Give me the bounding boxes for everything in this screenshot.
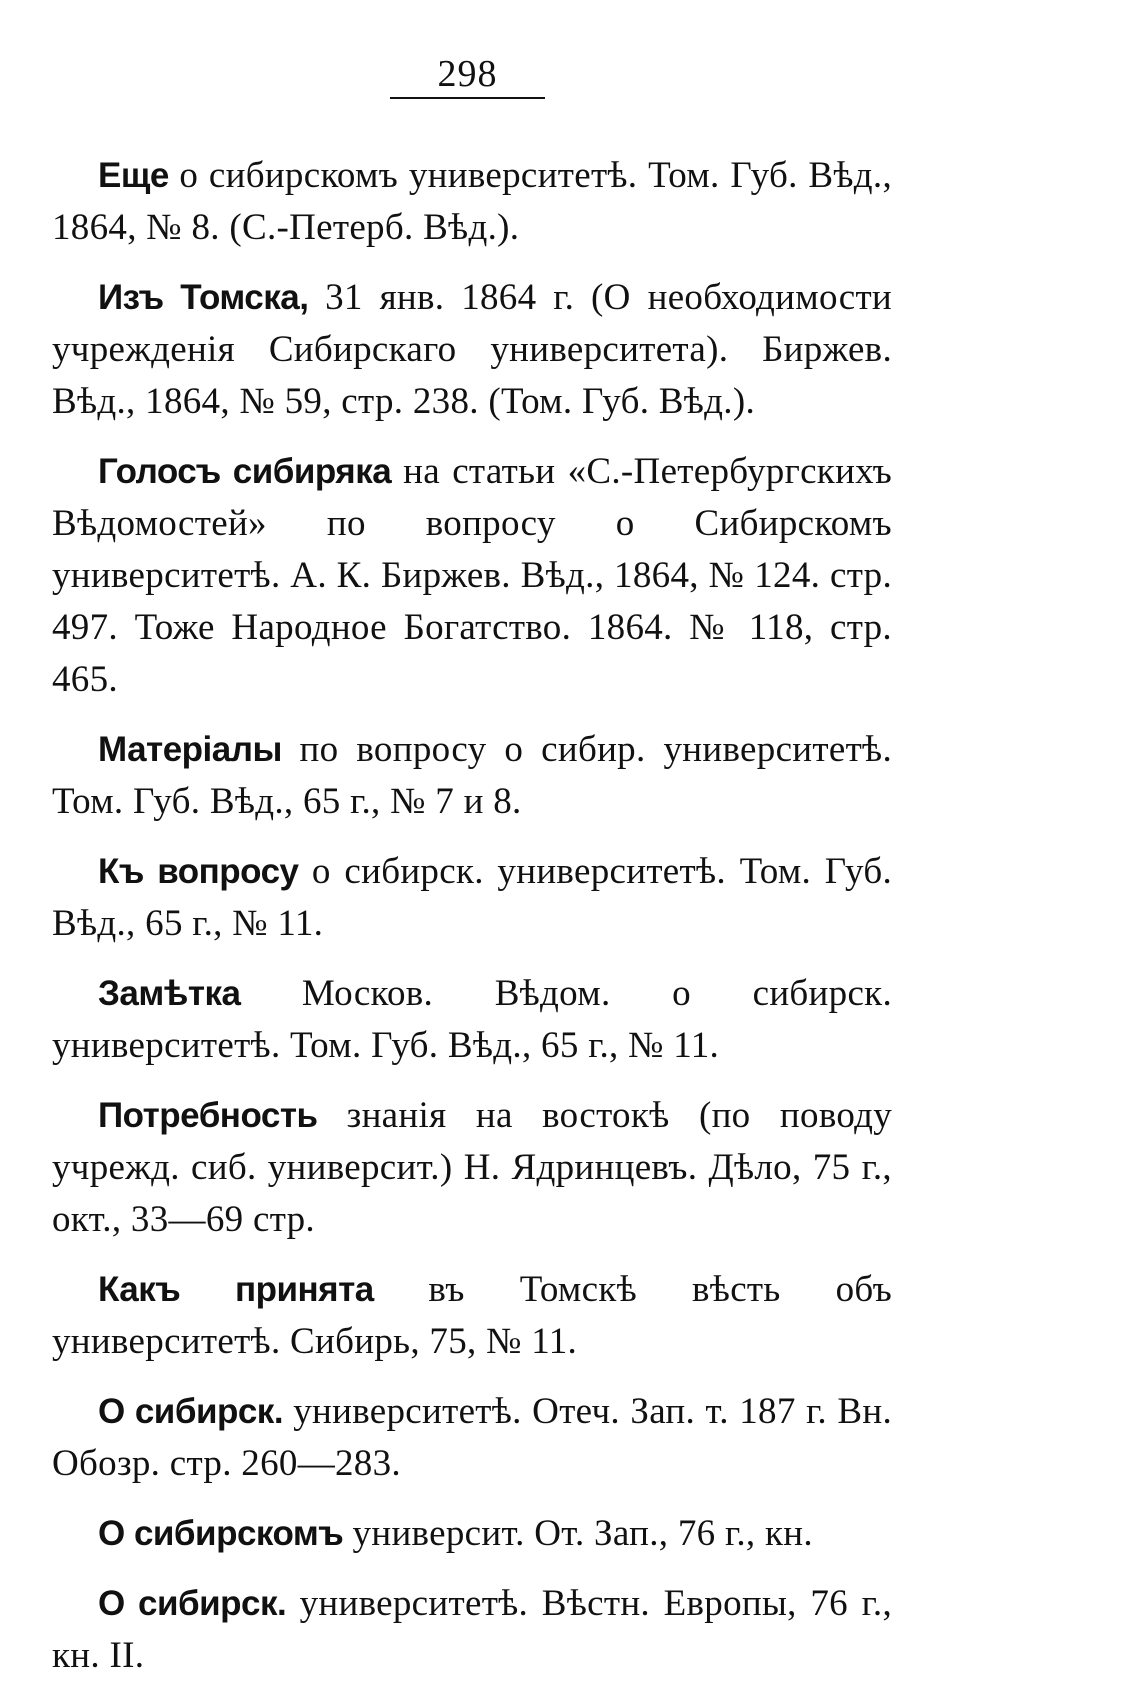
entry-citation: университетѣ. Вѣстн. Европы, 76 г., кн. II.: [52, 1583, 893, 1676]
bibliography-entry: [52, 272, 892, 428]
bibliography-entry: [52, 724, 892, 828]
bibliography-entry: [52, 1508, 892, 1560]
bibliography-entry: [52, 446, 892, 706]
entry-title: Изъ Томска,: [98, 278, 309, 317]
entry-title: Къ вопросу: [98, 852, 299, 891]
bibliography-list: [52, 150, 892, 1700]
entry-citation: Москов. Вѣдом. о сибирск. университетѣ. Том. Губ. Вѣд., 65 г., № 11.: [52, 973, 892, 1066]
entry-citation: на статьи «С.-Петербургскихъ Вѣдомостей» по вопросу о Сибирскомъ университетѣ. А. К. Биржев. Вѣд., 1864, № 124. стр. 497. Тоже Народное Богатство. 1864. № 118, стр. 465.: [52, 451, 893, 700]
entry-title: О сибирск.: [98, 1584, 287, 1623]
entry-title: Матеріалы: [98, 730, 282, 769]
entry-citation: университ. От. Зап., 76 г., кн.: [352, 1513, 813, 1554]
bibliography-entry: [52, 1264, 892, 1368]
entry-title: Голосъ сибиряка: [98, 452, 392, 491]
entry-citation: о сибирскомъ университетѣ. Том. Губ. Вѣд., 1864, № 8. (С.-Петерб. Вѣд.).: [52, 155, 892, 248]
entry-title: Замѣтка: [98, 974, 241, 1013]
entry-title: О сибирск.: [98, 1392, 284, 1431]
entry-citation: знанія на востокѣ (по поводу учрежд. сиб. университ.) Н. Ядринцевъ. Дѣло, 75 г., окт., 33—69 стр.: [52, 1095, 893, 1240]
entry-title: О сибирскомъ: [98, 1514, 344, 1553]
entry-title: Еще: [98, 156, 169, 195]
bibliography-entry: [52, 1578, 892, 1682]
page-number-underline: [390, 97, 545, 99]
bibliography-entry: [52, 846, 892, 950]
entry-citation: по вопросу о сибир. университетѣ. Том. Губ. Вѣд., 65 г., № 7 и 8.: [52, 729, 892, 822]
bibliography-entry: [52, 1386, 892, 1490]
entry-citation: въ Томскѣ вѣсть объ университетѣ. Сибирь, 75, № 11.: [52, 1269, 893, 1362]
entry-citation: о сибирск. университетѣ. Том. Губ. Вѣд., 65 г., № 11.: [52, 851, 893, 944]
bibliography-entry: [52, 968, 892, 1072]
bibliography-entry: [52, 1090, 892, 1246]
page-number: 298: [437, 53, 498, 95]
entry-citation: университетѣ. Отеч. Зап. т. 187 г. Вн. Обозр. стр. 260—283.: [52, 1391, 893, 1484]
entry-title: Какъ принята: [98, 1270, 374, 1309]
entry-citation: 31 янв. 1864 г. (О необходимости учрежденія Сибирскаго университета). Биржев. Вѣд., 1864, № 59, стр. 238. (Том. Губ. Вѣд.).: [52, 277, 893, 422]
bibliography-entry: [52, 150, 892, 254]
entry-title: Потребность: [98, 1096, 318, 1135]
